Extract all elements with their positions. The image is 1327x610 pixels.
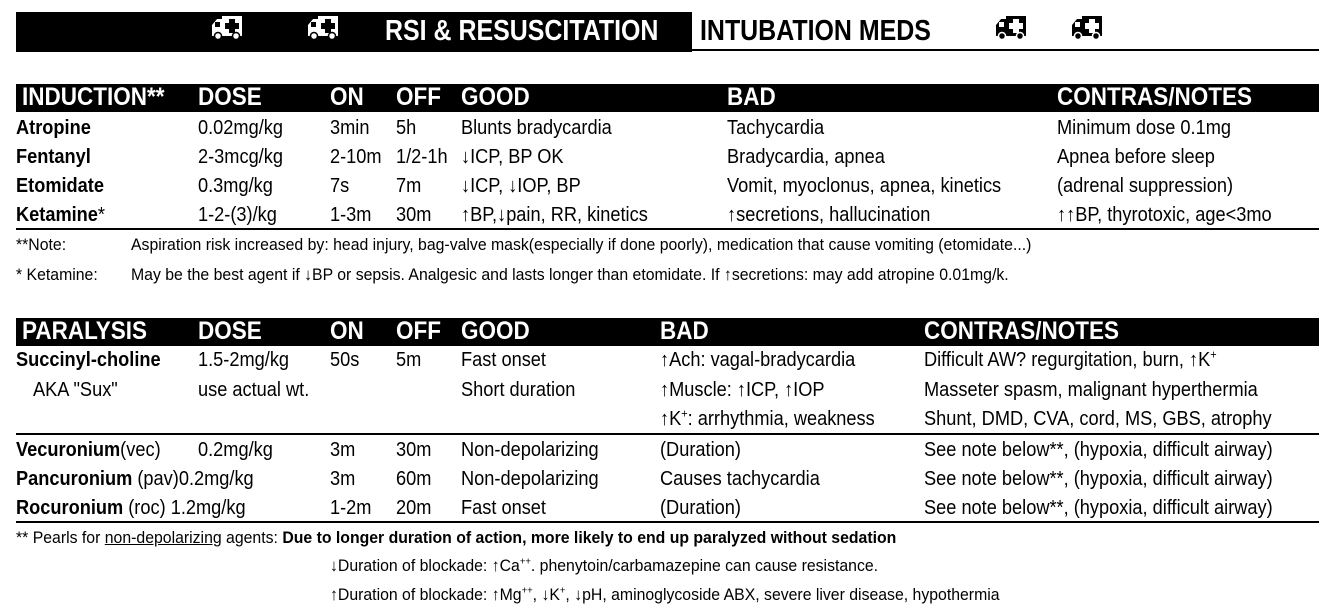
drug-abbr: (pav): [132, 468, 179, 490]
drug-abbr: (vec): [120, 439, 161, 461]
paralysis-col-off: OFF: [396, 317, 441, 345]
pearls-bold: Due to longer duration of action, more likely to end up paralyzed without sedation: [282, 528, 897, 547]
pearl-line: [330, 556, 878, 576]
offset: 30m: [396, 204, 432, 226]
divider: [16, 228, 1319, 230]
note-label: * Ketamine:: [16, 265, 98, 284]
drug-cell: [16, 439, 161, 462]
offset: 5m: [396, 349, 422, 371]
contra-notes: See note below**, (hypoxia, difficult airway): [924, 497, 1273, 519]
offset: 7m: [396, 175, 422, 197]
ambulance-icon: [210, 14, 244, 40]
paralysis-col-on: ON: [330, 317, 364, 345]
onset: 2-10m: [330, 146, 382, 168]
divider: [16, 433, 1319, 435]
onset: 7s: [330, 175, 350, 197]
drug-name: Succinyl-choline: [16, 349, 161, 371]
bad-effects: [660, 408, 875, 431]
offset: 60m: [396, 468, 432, 490]
pearls-underlined: non-depolarizing: [104, 528, 222, 547]
bad-effects: (Duration): [660, 497, 741, 519]
offset: 30m: [396, 439, 432, 461]
good-effects: Non-depolarizing: [461, 468, 599, 490]
onset: 3m: [330, 468, 356, 490]
induction-col-good: GOOD: [461, 83, 530, 111]
pearls-line: [16, 528, 896, 548]
drug-cell: [16, 497, 246, 520]
drug-aka: AKA "Sux": [33, 379, 118, 401]
superscript: +: [1210, 347, 1217, 362]
dose-note: use actual wt.: [198, 379, 310, 401]
good-effects: ↑BP,↓pain, RR, kinetics: [461, 204, 648, 226]
bad-effects: ↑Ach: vagal-bradycardia: [660, 349, 856, 371]
contra-notes: Masseter spasm, malignant hyperthermia: [924, 379, 1258, 401]
contra-notes: (adrenal suppression): [1057, 175, 1234, 197]
offset: 5h: [396, 117, 417, 139]
onset: 1-3m: [330, 204, 372, 226]
drug-suffix: *: [97, 204, 106, 226]
drug-name: Ketamine: [16, 204, 98, 226]
induction-col-on: ON: [330, 83, 364, 111]
bad-effects: ↑secretions, hallucination: [727, 204, 931, 226]
bad-effects: (Duration): [660, 439, 741, 461]
onset: 3min: [330, 117, 370, 139]
header-title-white: RSI & RESUSCITATION: [385, 15, 659, 47]
paralysis-col-notes: CONTRAS/NOTES: [924, 317, 1120, 345]
dose: 1-2-(3)/kg: [198, 204, 277, 226]
dose: 2-3mcg/kg: [198, 146, 283, 168]
notes-text: Difficult AW? regurgitation, burn, ↑K: [924, 349, 1211, 371]
bad-effects: Tachycardia: [727, 117, 825, 139]
dose: 1.5-2mg/kg: [198, 349, 290, 371]
paralysis-col-dose: DOSE: [198, 317, 262, 345]
dose: 0.3mg/kg: [198, 175, 273, 197]
induction-col-drug: INDUCTION**: [22, 83, 165, 111]
drug-abbr: (roc): [123, 497, 166, 519]
contra-notes: See note below**, (hypoxia, difficult airway): [924, 439, 1273, 461]
drug-name: Atropine: [16, 117, 91, 139]
good-effects: ↓ICP, ↓IOP, BP: [461, 175, 581, 197]
contra-notes: [924, 349, 1217, 372]
ambulance-icon: [306, 14, 340, 40]
offset: 1/2-1h: [396, 146, 448, 168]
drug-name: Rocuronium: [16, 497, 124, 519]
drug-cell: [16, 204, 105, 227]
bad-text: ↑K: [660, 408, 682, 430]
pearl-text: , ↓K: [532, 585, 560, 604]
pearl-text: . phenytoin/carbamazepine can cause resistance.: [530, 556, 879, 575]
superscript: ++: [519, 556, 531, 568]
contra-notes: See note below**, (hypoxia, difficult airway): [924, 468, 1273, 490]
contra-notes: Apnea before sleep: [1057, 146, 1215, 168]
contra-notes: Shunt, DMD, CVA, cord, MS, GBS, atrophy: [924, 408, 1272, 430]
superscript: +: [559, 585, 566, 597]
pearls-mid: agents:: [221, 528, 283, 547]
bad-text: : arrhythmia, weakness: [687, 408, 875, 430]
superscript: +: [681, 406, 688, 421]
dose: 0.2mg/kg: [178, 468, 254, 490]
induction-col-bad: BAD: [727, 83, 776, 111]
drug-name: Vecuronium: [16, 439, 121, 461]
superscript: ++: [521, 585, 533, 597]
dose: 1.2mg/kg: [170, 497, 246, 519]
drug-cell: [16, 468, 254, 491]
bad-effects: ↑Muscle: ↑ICP, ↑IOP: [660, 379, 825, 401]
header-title-black: INTUBATION MEDS: [700, 15, 931, 47]
pearl-line: [330, 585, 1000, 605]
bad-effects: Bradycardia, apnea: [727, 146, 885, 168]
contra-notes: ↑↑BP, thyrotoxic, age<3mo: [1057, 204, 1272, 226]
note-text: May be the best agent if ↓BP or sepsis. Analgesic and lasts longer than etomidate. If ↑secretions: may add atropine 0.01mg/k.: [131, 265, 1009, 284]
induction-col-off: OFF: [396, 83, 441, 111]
good-effects: Fast onset: [461, 497, 546, 519]
onset: 1-2m: [330, 497, 372, 519]
note-text: Aspiration risk increased by: head injury, bag-valve mask(especially if done poorly), medication that cause vomiting (etomidate...): [131, 235, 1032, 254]
induction-col-dose: DOSE: [198, 83, 262, 111]
pearls-prefix: ** Pearls for: [16, 528, 105, 547]
paralysis-col-drug: PARALYSIS: [22, 317, 148, 345]
paralysis-col-good: GOOD: [461, 317, 530, 345]
note-label: **Note:: [16, 235, 67, 254]
ambulance-icon: [994, 14, 1028, 40]
pearl-text: , ↓pH, aminoglycoside ABX, severe liver disease, hypothermia: [565, 585, 1000, 604]
induction-col-notes: CONTRAS/NOTES: [1057, 83, 1253, 111]
good-effects: Non-depolarizing: [461, 439, 599, 461]
good-effects: ↓ICP, BP OK: [461, 146, 564, 168]
divider: [16, 521, 1319, 523]
good-effects: Short duration: [461, 379, 576, 401]
dose: 0.02mg/kg: [198, 117, 283, 139]
header-underline: [692, 49, 1319, 51]
pearl-text: ↑Duration of blockade: ↑Mg: [330, 585, 522, 604]
drug-name: Fentanyl: [16, 146, 91, 168]
bad-effects: Vomit, myoclonus, apnea, kinetics: [727, 175, 1002, 197]
paralysis-col-bad: BAD: [660, 317, 709, 345]
pearl-text: ↓Duration of blockade: ↑Ca: [330, 556, 520, 575]
good-effects: Blunts bradycardia: [461, 117, 612, 139]
bad-effects: Causes tachycardia: [660, 468, 820, 490]
good-effects: Fast onset: [461, 349, 546, 371]
offset: 20m: [396, 497, 432, 519]
onset: 3m: [330, 439, 356, 461]
dose: 0.2mg/kg: [198, 439, 273, 461]
contra-notes: Minimum dose 0.1mg: [1057, 117, 1231, 139]
drug-name: Pancuronium: [16, 468, 133, 490]
ambulance-icon: [1070, 14, 1104, 40]
onset: 50s: [330, 349, 360, 371]
drug-name: Etomidate: [16, 175, 104, 197]
